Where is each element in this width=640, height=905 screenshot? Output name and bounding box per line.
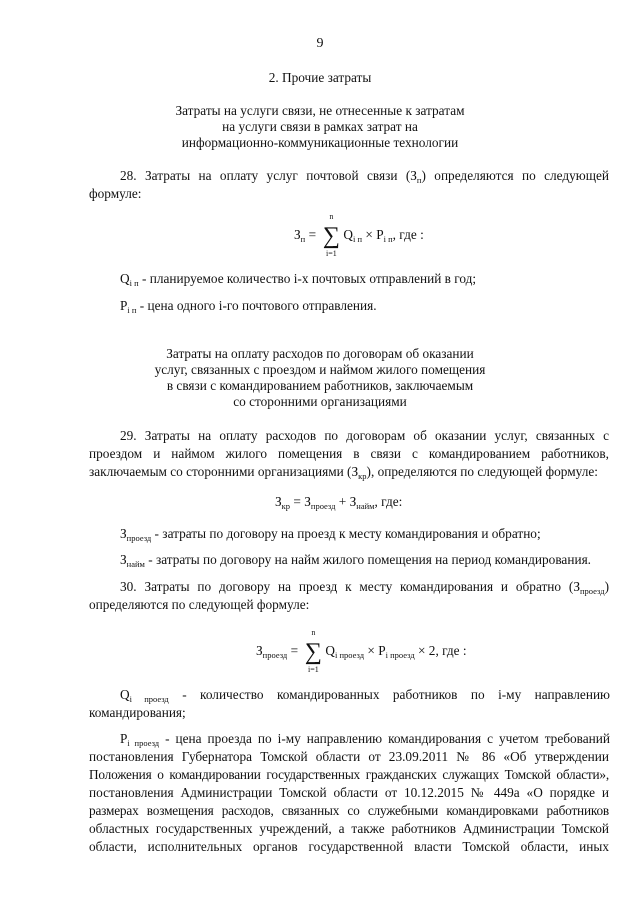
item30-line1: 30. Затраты по договору на проезд к месту командирования и обратно $(З_{проезд})$	[120, 579, 609, 596]
subsection2-line2: услуг, связанных с проездом и наймом жилого помещения	[154, 362, 486, 377]
sum-sign: n ∑ i=1	[322, 212, 340, 258]
item28-def-p: $P_{i п}$ - цена одного i-го почтового отправления.	[120, 298, 377, 315]
item30-def-p-line4: постановления Администрации Томской области от 10.12.2015 № 449а «О порядке и	[89, 785, 609, 800]
item30-def-p-line5: размерах возмещения расходов, связанных со служебными командировками работников	[89, 803, 609, 818]
item28-def-q: $Q_{i п}$ - планируемое количество i-х почтовых отправлений в год;	[120, 271, 477, 288]
subsection1-line3: информационно-коммуникационные технологии	[181, 135, 459, 150]
item29-line2: проездом и наймом жилого помещения в связи с командированием работников,	[89, 446, 609, 461]
subsection2-line3: в связи с командированием работников, заключаемым	[166, 378, 474, 393]
subsection1-line1: Затраты на услуги связи, не отнесенные к затратам	[175, 103, 465, 118]
page-number: 9	[316, 36, 324, 51]
item28-line1: 28. Затраты на оплату услуг почтовой связи $(З_п)$ определяются по следующей	[120, 168, 609, 185]
item30-def-p-line1: $P_{i проезд}$ - цена проезда по i-му направлению командирования с учетом требований	[120, 731, 611, 748]
item29-line1: 29. Затраты на оплату расходов по договорам об оказании услуг, связанных с	[120, 428, 609, 443]
item29-def-naim: $З_{найм}$ - затраты по договору на найм жилого помещения на период командирования.	[120, 552, 592, 569]
item28-formula: $З_п$ = n ∑ i=1 $Q_{i п} \times P_{i п}$, где :	[294, 212, 424, 258]
item30-def-p-line2: постановления Губернатора Томской области от 23.09.2011 № 86 «Об утверждении	[89, 749, 609, 764]
sum-sign: n ∑ i=1	[304, 628, 322, 674]
subsection2-line1: Затраты на оплату расходов по договорам об оказании	[166, 346, 474, 361]
subsection1-line2: на услуги связи в рамках затрат на	[222, 119, 418, 134]
item29-line3: заключаемым со сторонними организациями $(З_{кр})$, определяются по следующей формуле:	[89, 464, 598, 481]
item30-def-q-line2: командирования;	[89, 705, 186, 720]
subsection2-line4: со сторонними организациями	[233, 394, 407, 409]
item30-def-p-line7: области, исполнительных органов государственной власти Томской области, иных	[89, 839, 609, 854]
item29-def-proezd: $З_{проезд}$ - затраты по договору на проезд к месту командирования и обратно;	[120, 526, 541, 543]
item29-formula: $З_{кр} = З_{проезд} + З_{найм}$, где:	[275, 494, 403, 511]
item30-line2: определяются по следующей формуле:	[89, 597, 310, 612]
item28-line2: формуле:	[89, 186, 142, 201]
item30-def-q-line1: $Q_{i проезд}$ - количество командированных работников по i-му направлению	[120, 687, 610, 704]
item30-def-p-line6: областных государственных учреждений, а также работников Администрации Томской	[89, 821, 609, 836]
section-title: 2. Прочие затраты	[268, 70, 372, 85]
item30-formula: $З_{проезд}$ = n ∑ i=1 $Q_{i проезд} \times P_{i проезд} \times 2$, где :	[256, 628, 467, 674]
item30-def-p-line3: Положения о командировании государственных гражданских служащих Томской области»,	[89, 767, 609, 782]
